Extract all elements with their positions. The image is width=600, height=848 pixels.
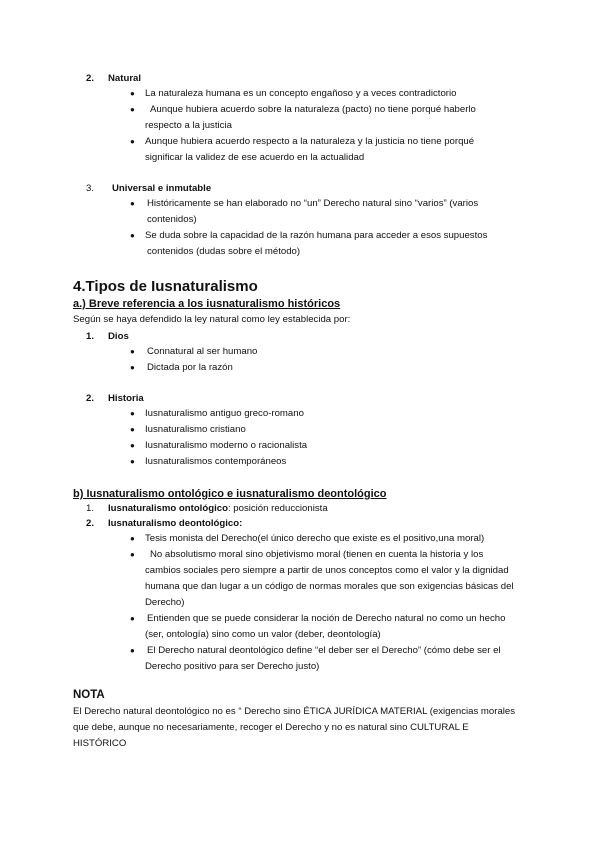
bullet-icon: ●: [130, 614, 135, 623]
list-item-continuation: respecto a la justicia: [145, 120, 232, 131]
list-item: Se duda sobre la capacidad de la razón humana para acceder a esos supuestos: [145, 230, 488, 241]
bullet-icon: ●: [130, 425, 135, 434]
bullet-icon: ●: [130, 105, 135, 114]
note-heading: NOTA: [73, 689, 105, 701]
subsection-heading: b) Iusnaturalismo ontológico e iusnaturalismo deontológico: [73, 488, 387, 500]
list-item: Dictada por la razón: [147, 362, 233, 373]
bullet-icon: ●: [130, 409, 135, 418]
bullet-icon: ●: [130, 534, 135, 543]
list-item: La naturaleza humana es un concepto engañoso y a veces contradictorio: [145, 88, 457, 99]
intro-text: Según se haya defendido la ley natural como ley establecida por:: [73, 314, 351, 325]
list-item-continuation: Derecho positivo para ser Derecho justo): [145, 661, 320, 672]
list-item: Connatural al ser humano: [147, 346, 258, 357]
list-item-continuation: cambios sociales pero siempre a partir de unos conceptos como el valor y la dignidad: [145, 565, 509, 576]
list-number: 3.: [85, 183, 94, 194]
list-number: 2.: [85, 73, 94, 84]
list-number: 2.: [85, 518, 94, 529]
bullet-icon: ●: [130, 457, 135, 466]
list-item: Aunque hubiera acuerdo sobre la naturaleza (pacto) no tiene porqué haberlo: [150, 104, 476, 115]
list-heading: Universal e inmutable: [112, 183, 212, 194]
list-item: Iusnaturalismo moderno o racionalista: [145, 440, 308, 451]
list-heading: Natural: [108, 73, 142, 84]
list-item: Históricamente se han elaborado no “un” Derecho natural sino “varios” (varios: [147, 198, 479, 209]
list-item: Iusnaturalismo antiguo greco-romano: [145, 408, 304, 419]
bullet-icon: ●: [130, 231, 135, 240]
list-item-continuation: humana que dan lugar a un código de normas morales que son exigencias básicas del: [145, 581, 514, 592]
note-line: El Derecho natural deontológico no es “ Derecho sino ÉTICA JURÍDICA MATERIAL (exigencias morales: [73, 706, 516, 717]
list-item: Tesis monista del Derecho(el único derecho que existe es el positivo,una moral): [145, 533, 485, 544]
section-heading: 4.Tipos de Iusnaturalismo: [73, 278, 258, 295]
subsection-heading: a.) Breve referencia a los iusnaturalismo históricos: [73, 298, 341, 310]
list-item: Entienden que se puede considerar la noción de Derecho natural no como un hecho: [147, 613, 506, 624]
list-item: El Derecho natural deontológico define “el deber ser el Derecho” (cómo debe ser el: [147, 645, 501, 656]
bullet-icon: ●: [130, 441, 135, 450]
bullet-icon: ●: [130, 137, 135, 146]
bullet-icon: ●: [130, 646, 135, 655]
bullet-icon: ●: [130, 550, 135, 559]
list-item-continuation: (ser, ontología) sino como un valor (deber, deontología): [145, 629, 381, 640]
note-line: que debe, aunque no necesariamente, recoger el Derecho y no es natural sino CULTURAL E: [73, 722, 469, 733]
list-item-continuation: Derecho): [145, 597, 185, 608]
term-label: Iusnaturalismo ontológico: [108, 503, 228, 514]
list-number: 2.: [85, 393, 94, 404]
list-item: Aunque hubiera acuerdo respecto a la naturaleza y la justicia no tiene porqué: [145, 136, 475, 147]
bullet-icon: ●: [130, 347, 135, 356]
list-number: 1.: [85, 331, 94, 342]
list-item: No absolutismo moral sino objetivismo moral (tienen en cuenta la historia y los: [150, 549, 484, 560]
list-item: Iusnaturalismos contemporáneos: [145, 456, 287, 467]
note-line: HISTÓRICO: [73, 738, 127, 749]
list-heading: Iusnaturalismo deontológico:: [108, 518, 243, 529]
list-item-continuation: contenidos): [147, 214, 197, 225]
bullet-icon: ●: [130, 89, 135, 98]
list-item-continuation: significar la validez de ese acuerdo en la actualidad: [145, 152, 365, 163]
list-item-continuation: contenidos (dudas sobre el método): [147, 246, 301, 257]
list-heading: Dios: [108, 331, 129, 342]
term-description: : posición reduccionista: [227, 503, 328, 514]
list-item: Iusnaturalismo cristiano: [145, 424, 246, 435]
list-item: [108, 503, 328, 515]
list-heading: Historia: [108, 393, 144, 404]
list-number: 1.: [85, 503, 94, 514]
bullet-icon: ●: [130, 363, 135, 372]
bullet-icon: ●: [130, 199, 135, 208]
